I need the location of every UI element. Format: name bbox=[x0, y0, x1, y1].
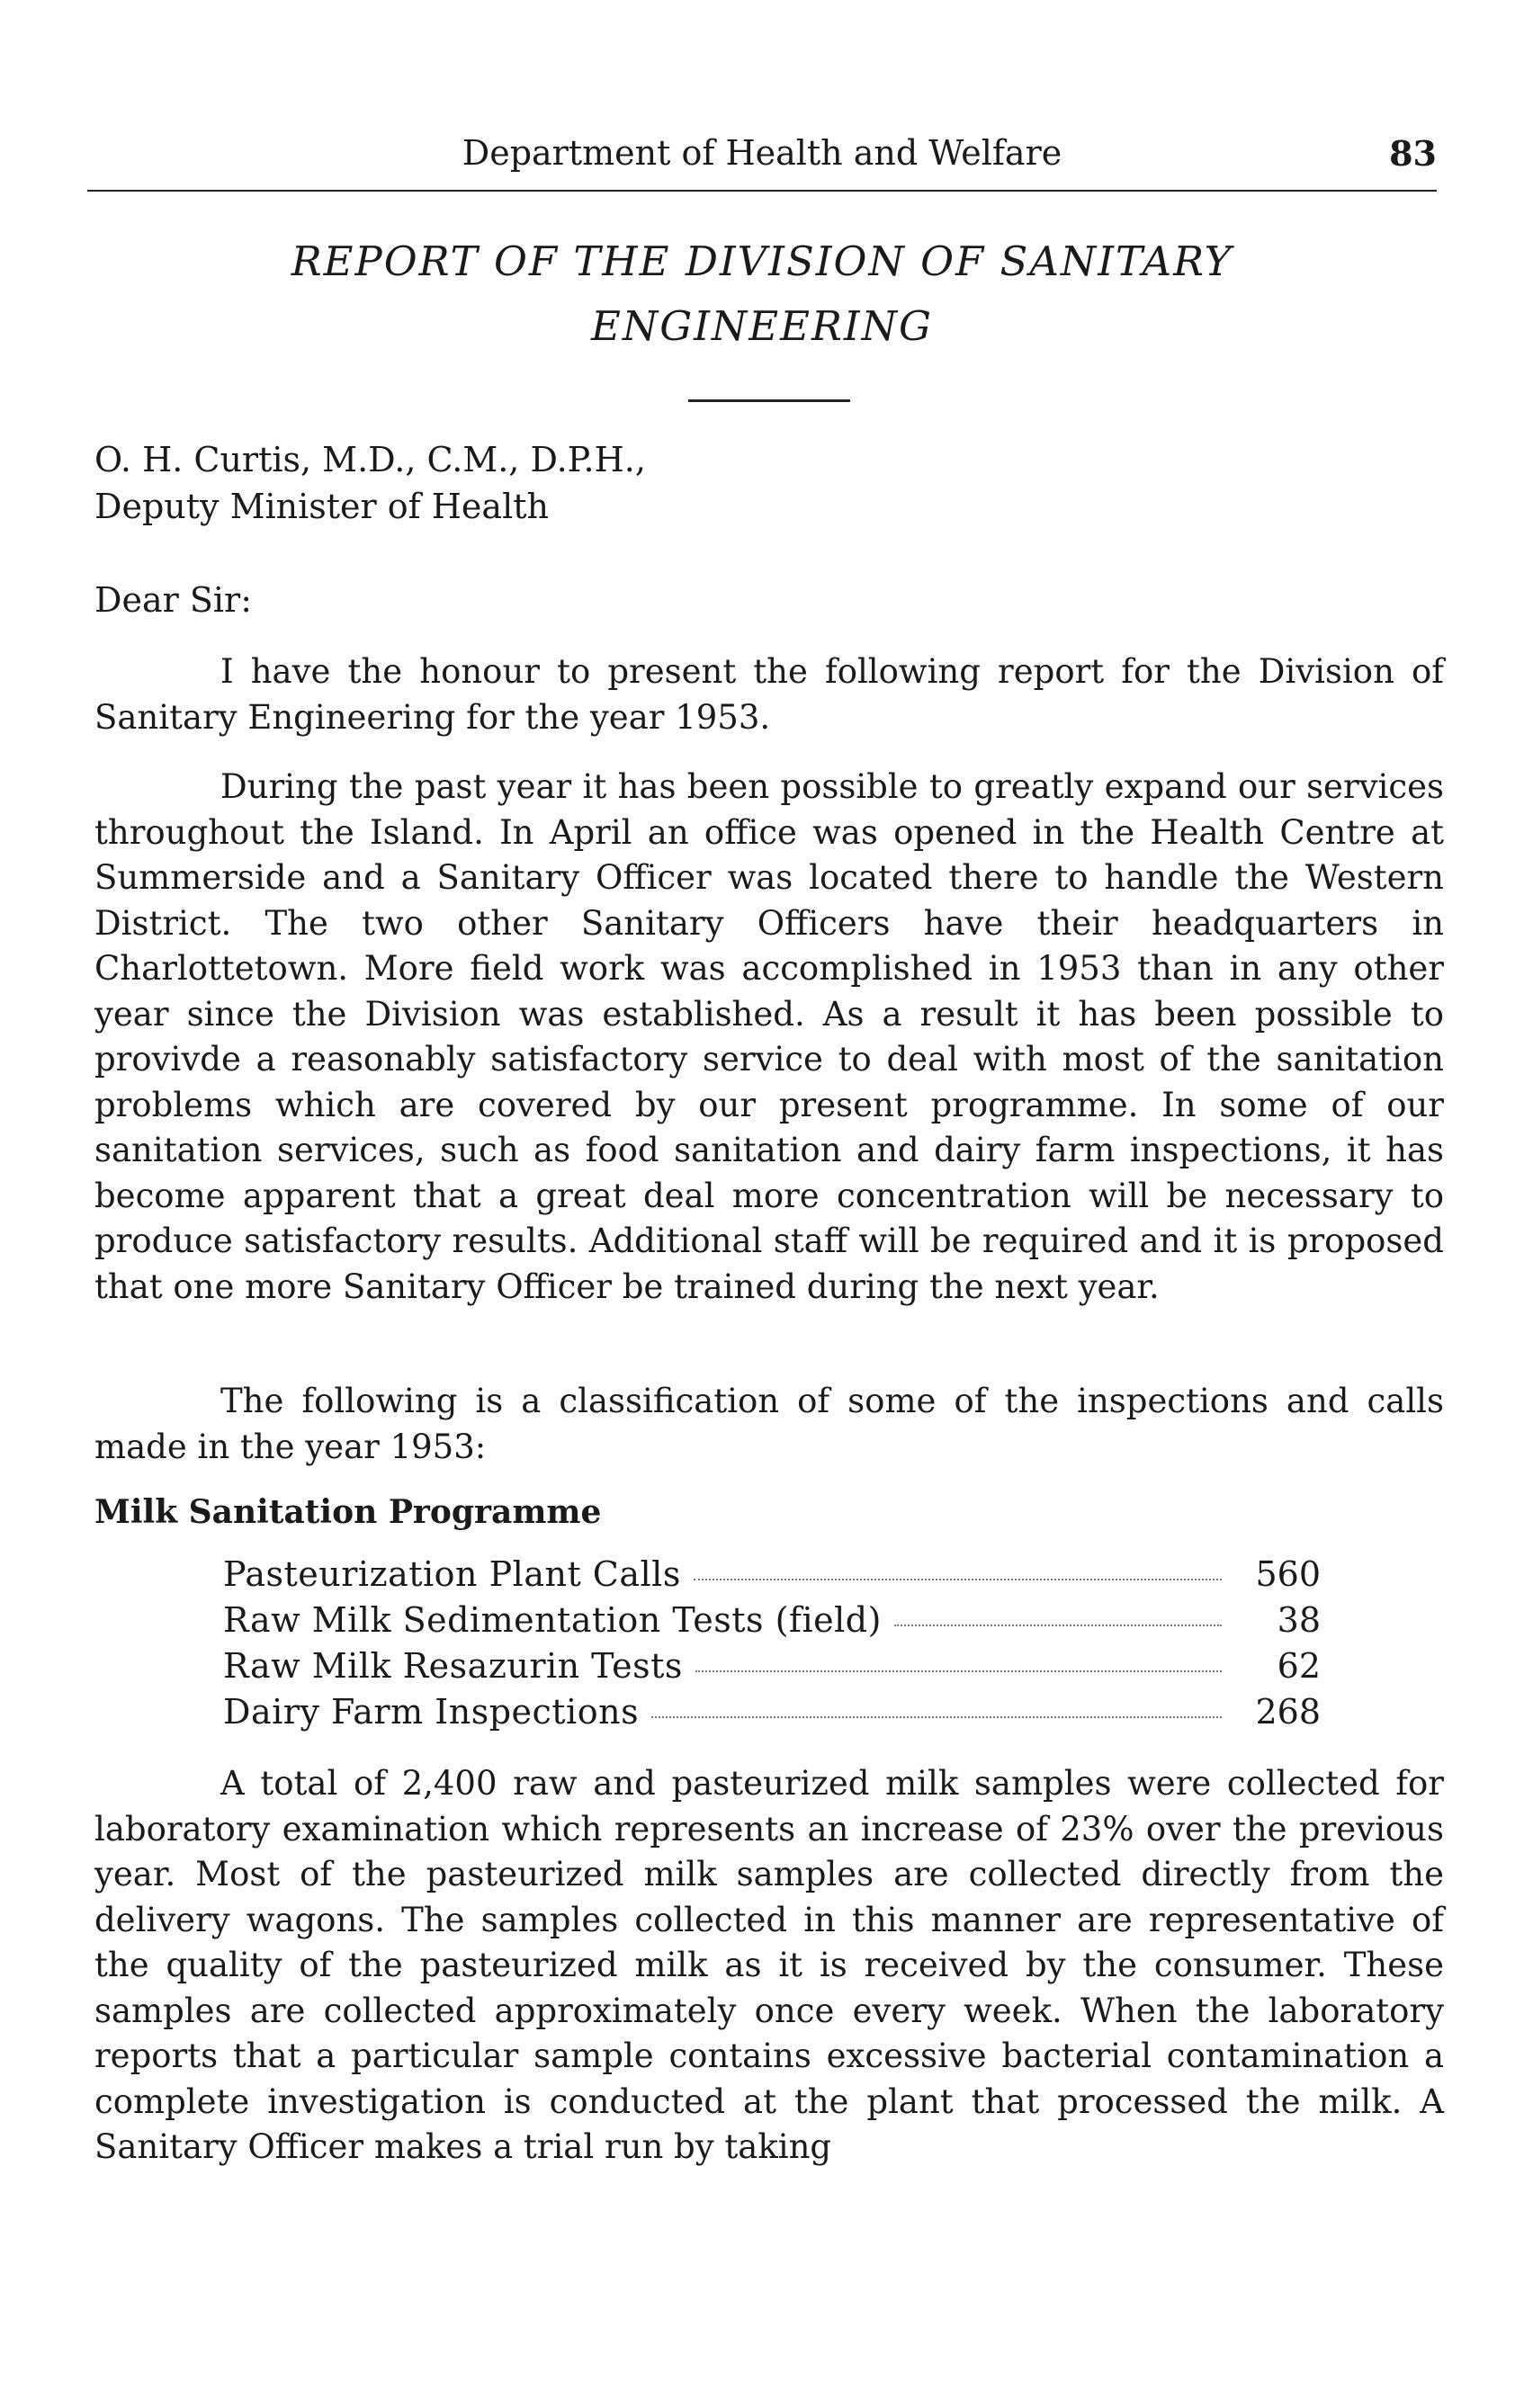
addressee-name: O. H. Curtis, M.D., C.M., D.P.H., bbox=[94, 440, 646, 479]
salutation: Dear Sir: bbox=[94, 580, 253, 620]
report-title-line-1: REPORT OF THE DIVISION OF SANITARY bbox=[291, 237, 1233, 285]
report-title-line-2: ENGINEERING bbox=[590, 302, 933, 350]
paragraph-milk-samples: A total of 2,400 raw and pasteurized milk samples were collected for laboratory examination which represents an increase of 23% over the previous year. Most of the pasteurized milk samples are collected directly from the delivery wagons. The samples collected in this manner are representative of the quality of the pasteurized milk as it is received by the consumer. These samples are collected approximately once every week. When the laboratory reports that a particular sample contains excessive bacterial contamination a complete investigation is conducted at the plant that processed the milk. A Sanitary Officer makes a trial run by taking bbox=[94, 1764, 1444, 2166]
stat-value: 268 bbox=[1255, 1692, 1321, 1732]
header-rule bbox=[87, 190, 1437, 192]
paragraph-classification: The following is a classification of some of the inspections and calls made in the year 1953: bbox=[94, 1382, 1444, 1466]
addressee-block bbox=[94, 436, 646, 530]
paragraph-overview: During the past year it has been possible to greatly expand our services throughout the Island. In April an office was opened in the Health Centre at Summerside and a Sanitary Officer was located there to handle the Western District. The two other Sanitary Officers have their headquarters in Charlottetown. More field work was accomplished in 1953 than in any other year since the Division was established. As a result it has been possible to provivde a reasonably satisfactory service to deal with most of the sanitation problems which are covered by our present programme. In some of our sanitation services, such as food sanitation and dairy farm inspections, it has become apparent that a great deal more concentration will be necessary to produce satisfactory results. Additional staff will be required and it is proposed that one more Sanitary Officer be trained during the next year. bbox=[94, 767, 1444, 1306]
paragraph-intro: I have the honour to present the following report for the Division of Sanitary Engineering for the year 1953. bbox=[94, 652, 1444, 737]
stat-row bbox=[223, 1646, 1321, 1692]
dot-leader bbox=[894, 1625, 1222, 1626]
dot-leader bbox=[695, 1670, 1222, 1672]
dot-leader bbox=[694, 1579, 1222, 1580]
stat-row bbox=[223, 1554, 1321, 1600]
header-title: Department of Health and Welfare bbox=[462, 133, 1062, 173]
stat-value: 560 bbox=[1255, 1554, 1321, 1594]
stat-label: Raw Milk Sedimentation Tests (field) bbox=[223, 1600, 882, 1640]
title-divider bbox=[688, 399, 850, 402]
stat-row bbox=[223, 1600, 1321, 1646]
section-heading-milk: Milk Sanitation Programme bbox=[94, 1493, 602, 1531]
milk-statistics-list bbox=[223, 1554, 1321, 1738]
stat-label: Raw Milk Resazurin Tests bbox=[223, 1646, 683, 1686]
stat-label: Pasteurization Plant Calls bbox=[223, 1554, 681, 1594]
report-title bbox=[87, 229, 1437, 359]
running-header bbox=[87, 133, 1437, 187]
stat-row bbox=[223, 1692, 1321, 1738]
stat-value: 62 bbox=[1277, 1646, 1321, 1686]
stat-label: Dairy Farm Inspections bbox=[223, 1692, 640, 1732]
stat-value: 38 bbox=[1277, 1600, 1321, 1640]
page-number: 83 bbox=[1389, 133, 1437, 174]
dot-leader bbox=[651, 1716, 1222, 1718]
addressee-position: Deputy Minister of Health bbox=[94, 487, 549, 526]
